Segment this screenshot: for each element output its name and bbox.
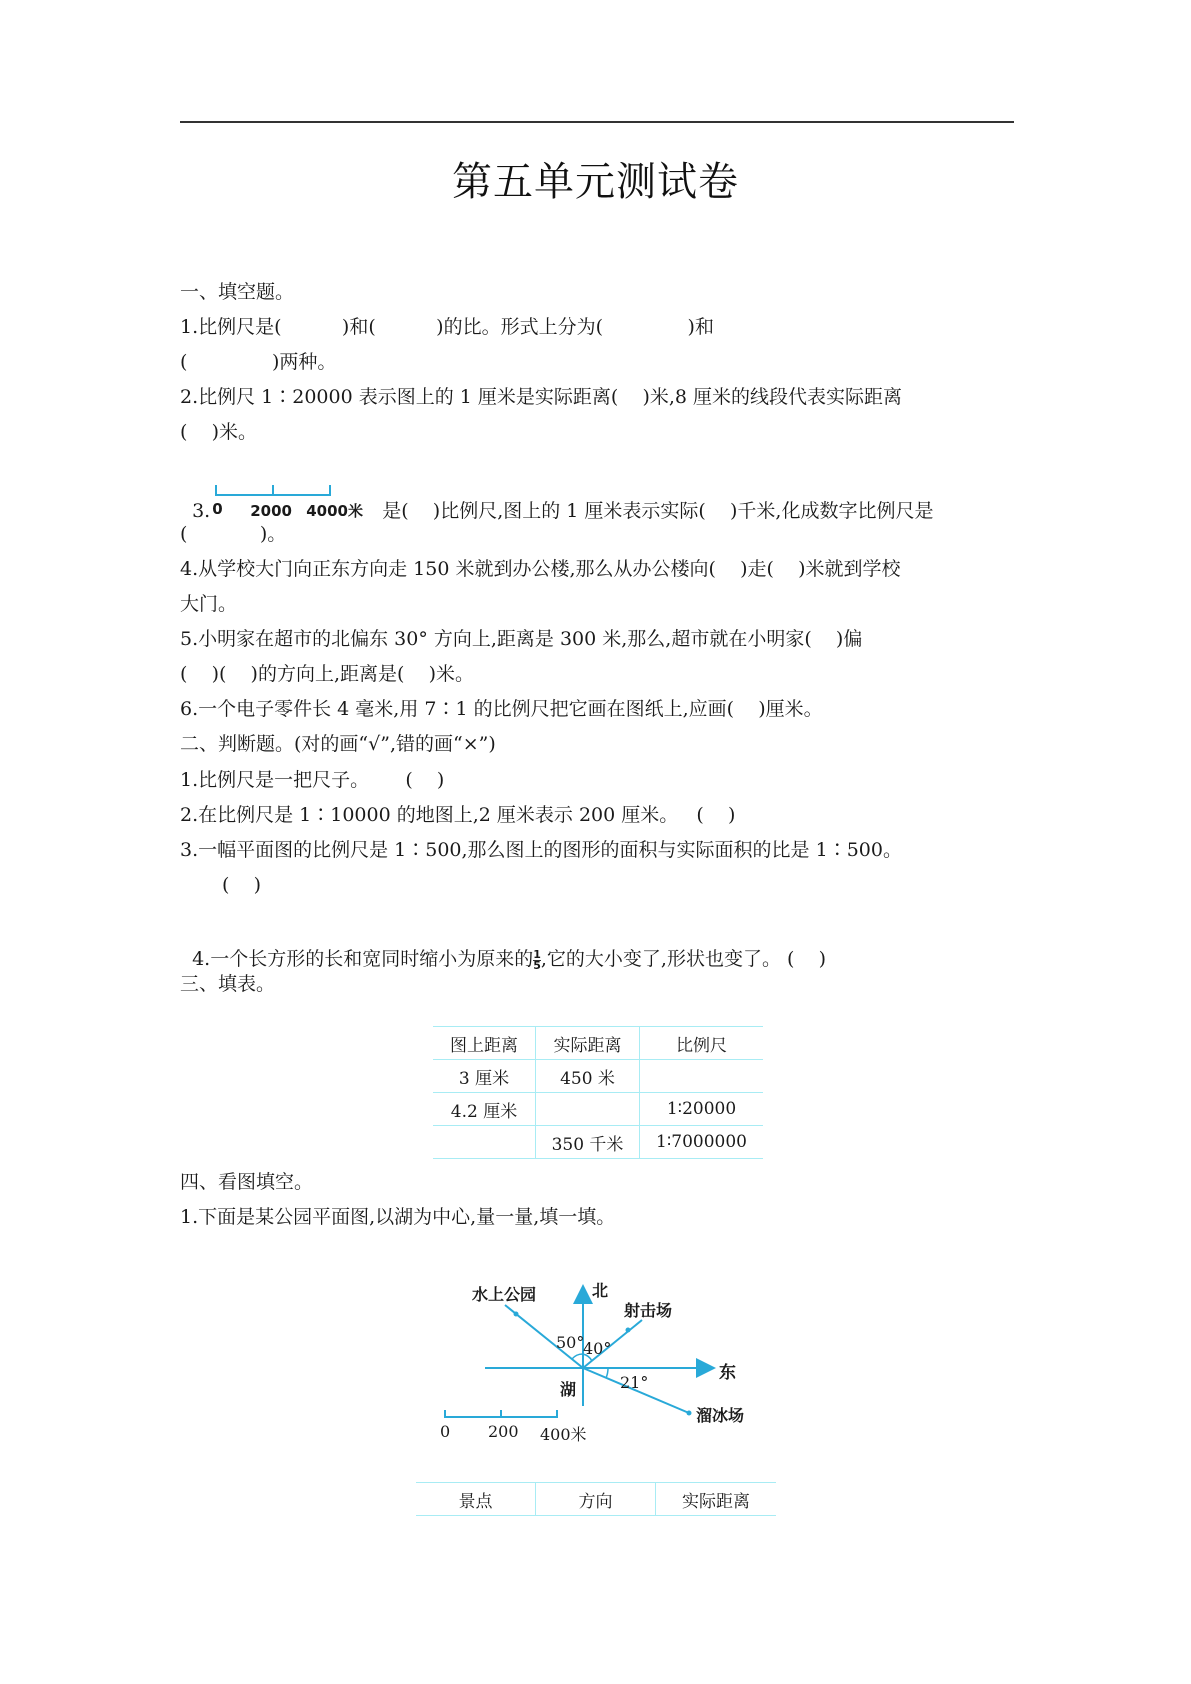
header-rule (180, 121, 1014, 123)
q4-1: 1.下面是某公园平面图,以湖为中心,量一量,填一填。 (180, 1206, 616, 1228)
fraction: $\frac{1}{5}$ (533, 947, 541, 972)
q1-6: 6.一个电子零件长 4 毫米,用 7∶1 的比例尺把它画在图纸上,应画( )厘米。 (180, 698, 823, 720)
park-map (420, 1260, 760, 1460)
section3-heading: 三、填表。 (180, 973, 276, 995)
q1-2-line2: ( )米。 (180, 421, 257, 443)
section2-heading: 二、判断题。(对的画“√”,错的画“×”) (180, 733, 496, 755)
angle-50: 50° (556, 1333, 585, 1352)
label-skating-rink: 溜冰场 (696, 1406, 745, 1425)
q2-3-line1: 3.一幅平面图的比例尺是 1∶500,那么图上的图形的面积与实际面积的比是 1∶500。 (180, 839, 902, 861)
q1-1-line2: ( )两种。 (180, 351, 337, 373)
q1-3-line2: ( )。 (180, 523, 287, 545)
fill-table (433, 1026, 763, 1159)
q1-1-line1: 1.比例尺是( )和( )的比。形式上分为( )和 (180, 316, 714, 338)
q2-1: 1.比例尺是一把尺子。 ( ) (180, 769, 445, 791)
scenic-spots-table (416, 1482, 776, 1516)
label-east: 东 (719, 1363, 736, 1383)
table-row: 4.2 厘米 1∶20000 (433, 1093, 763, 1126)
q1-5-line2: ( )( )的方向上,距离是( )米。 (180, 663, 474, 685)
q1-4-line1: 4.从学校大门向正东方向走 150 米就到办公楼,那么从办公楼向( )走( )米就到学校 (180, 558, 901, 580)
label-north: 北 (592, 1281, 609, 1300)
scale-label-200: 200 (488, 1422, 519, 1441)
q1-5-line1: 5.小明家在超市的北偏东 30° 方向上,距离是 300 米,那么,超市就在小明家( )偏 (180, 628, 863, 650)
table-row: 350 千米 1∶7000000 (433, 1126, 763, 1159)
table-header-row: 景点 方向 实际距离 (416, 1483, 776, 1516)
label-water-park: 水上公园 (472, 1285, 537, 1304)
q1-3-line1: 3. 0 2000 4000米 是( )比例尺,图上的 1 厘米表示实际( )千米,化成数字比例尺是 (180, 475, 933, 523)
line-scale-bar: 0 2000 4000米 (210, 499, 382, 523)
section4-heading: 四、看图填空。 (180, 1171, 314, 1193)
table-header-row: 图上距离 实际距离 比例尺 (433, 1027, 763, 1060)
table-row: 3 厘米 450 米 (433, 1060, 763, 1093)
scale-label-400: 400米 (540, 1425, 587, 1444)
q2-3-line2: ( ) (222, 874, 261, 896)
q1-2-line1: 2.比例尺 1∶20000 表示图上的 1 厘米是实际距离( )米,8 厘米的线段代表实际距离 (180, 386, 903, 408)
scale-label-0: 0 (440, 1422, 451, 1441)
label-shooting-range: 射击场 (624, 1301, 673, 1320)
q2-4: 4.一个长方形的长和宽同时缩小为原来的 $\frac{1}{5}$ ,它的大小变了,形状也变了。 ( ) (192, 947, 826, 972)
angle-40: 40° (583, 1339, 612, 1358)
angle-21: 21° (620, 1373, 649, 1392)
q1-4-line2: 大门。 (180, 593, 238, 615)
label-lake: 湖 (560, 1380, 577, 1399)
q2-2: 2.在比例尺是 1∶10000 的地图上,2 厘米表示 200 厘米。 ( ) (180, 804, 736, 826)
compass-diagram-icon (420, 1260, 760, 1460)
page-title: 第五单元测试卷 (452, 159, 739, 205)
section1-heading: 一、填空题。 (180, 281, 295, 303)
